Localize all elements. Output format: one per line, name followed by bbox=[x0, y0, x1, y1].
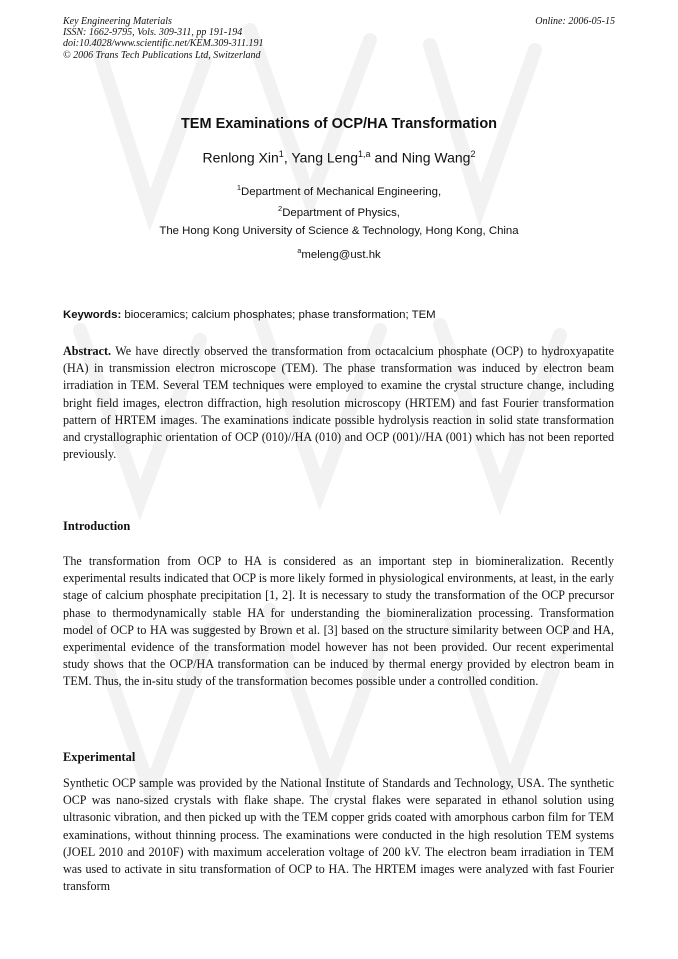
abstract-label: Abstract. bbox=[63, 344, 112, 358]
abstract-text: We have directly observed the transformation from octacalcium phosphate (OCP) to hydroxyapatite (HA) in transmission electron microscope (TEM). The phase transformation was induced by electron beam irradiation in TEM. Several TEM techniques were employed to examine the crystal structure change, including bright field images, electron diffraction, high resolution microscopy (HRTEM) and fast Fourier transformation pattern of HRTEM images. The examinations indicate possible hydrolysis reaction in solid state transformation and crystallographic orientation of OCP (010)//HA (010) and OCP (001)//HA (001) which has not been reported previously. bbox=[63, 344, 614, 462]
author-sep: , bbox=[283, 149, 292, 166]
journal-name: Key Engineering Materials bbox=[63, 16, 172, 27]
paper-title: TEM Examinations of OCP/HA Transformation bbox=[180, 116, 498, 132]
author-list bbox=[0, 149, 678, 166]
affiliation-2 bbox=[0, 204, 678, 219]
experimental-text: Synthetic OCP sample was provided by the National Institute of Standards and Technology, USA. The synthetic OCP was nano-sized crystals with flake shape. The crystal flakes were separated in ethanol solution using ultrasonic vibration, and then picked up with the TEM copper grids coated with amorphous carbon film for TEM examinations, without thinning process. The examinations were conducted in the high resolution TEM systems (JOEL 2010 and 2010F) with maximum acceleration voltage of 200 kV. The electron beam irradiation in TEM was used to activate in situ transformation of OCP to HA. The HRTEM images were analyzed with fast Fourier transform bbox=[63, 776, 614, 894]
online-date: Online: 2006-05-15 bbox=[535, 16, 615, 27]
author-sup: 1 bbox=[278, 149, 284, 159]
affiliation-sup: 2 bbox=[278, 204, 283, 213]
author-name: Ning Wang bbox=[401, 149, 471, 166]
journal-doi: doi:10.4028/www.scientific.net/KEM.309-311.191 bbox=[63, 38, 264, 50]
journal-copyright: © 2006 Trans Tech Publications Ltd, Switzerland bbox=[63, 49, 261, 61]
keywords-text: bioceramics; calcium phosphates; phase transformation; TEM bbox=[121, 309, 436, 321]
affiliation-text: Department of Physics, bbox=[282, 206, 400, 219]
author-sup: 1,a bbox=[358, 149, 371, 159]
affiliation-sup: 1 bbox=[236, 183, 242, 192]
journal-issn: ISSN: 1662-9795, Vols. 309-311, pp 191-194 bbox=[63, 27, 243, 39]
introduction-heading: Introduction bbox=[63, 519, 131, 533]
institution: The Hong Kong University of Science & Technology, Hong Kong, China bbox=[159, 225, 519, 237]
journal-info bbox=[63, 16, 263, 61]
email-sup: a bbox=[297, 246, 302, 255]
keywords bbox=[63, 309, 436, 321]
email-text: meleng@ust.hk bbox=[301, 248, 381, 261]
introduction-text: The transformation from OCP to HA is considered as an important step in biomineralization. Recently experimental results indicated that OCP is more likely formed in physiological environments, at least, in the early stage of calcium phosphate precipitation [1, 2]. It is necessary to study the transformation of the OCP precursor phase to thermodynamically stable HA for understanding the biomineralization processing. Transformation model of OCP to HA was suggested by Brown et al. [3] based on the structure similarity between OCP and HA, experimental evidence of the transformation model however has not been provided. Our recent experimental study shows that the OCP/HA transformation can be induced by thermal energy provided by electron beam in TEM. Thus, the in-situ study of the transformation becomes possible under a controlled condition. bbox=[63, 554, 614, 689]
author-name: Renlong Xin bbox=[202, 149, 279, 166]
keywords-label: Keywords: bbox=[63, 309, 122, 321]
author-name: Yang Leng bbox=[291, 149, 359, 166]
author-email bbox=[0, 246, 678, 261]
author-sep: and bbox=[370, 149, 402, 166]
affiliation-text: Department of Mechanical Engineering, bbox=[241, 185, 442, 198]
affiliation-1 bbox=[0, 183, 678, 198]
abstract bbox=[63, 343, 614, 463]
experimental-heading: Experimental bbox=[63, 750, 136, 764]
author-sup: 2 bbox=[470, 149, 476, 159]
